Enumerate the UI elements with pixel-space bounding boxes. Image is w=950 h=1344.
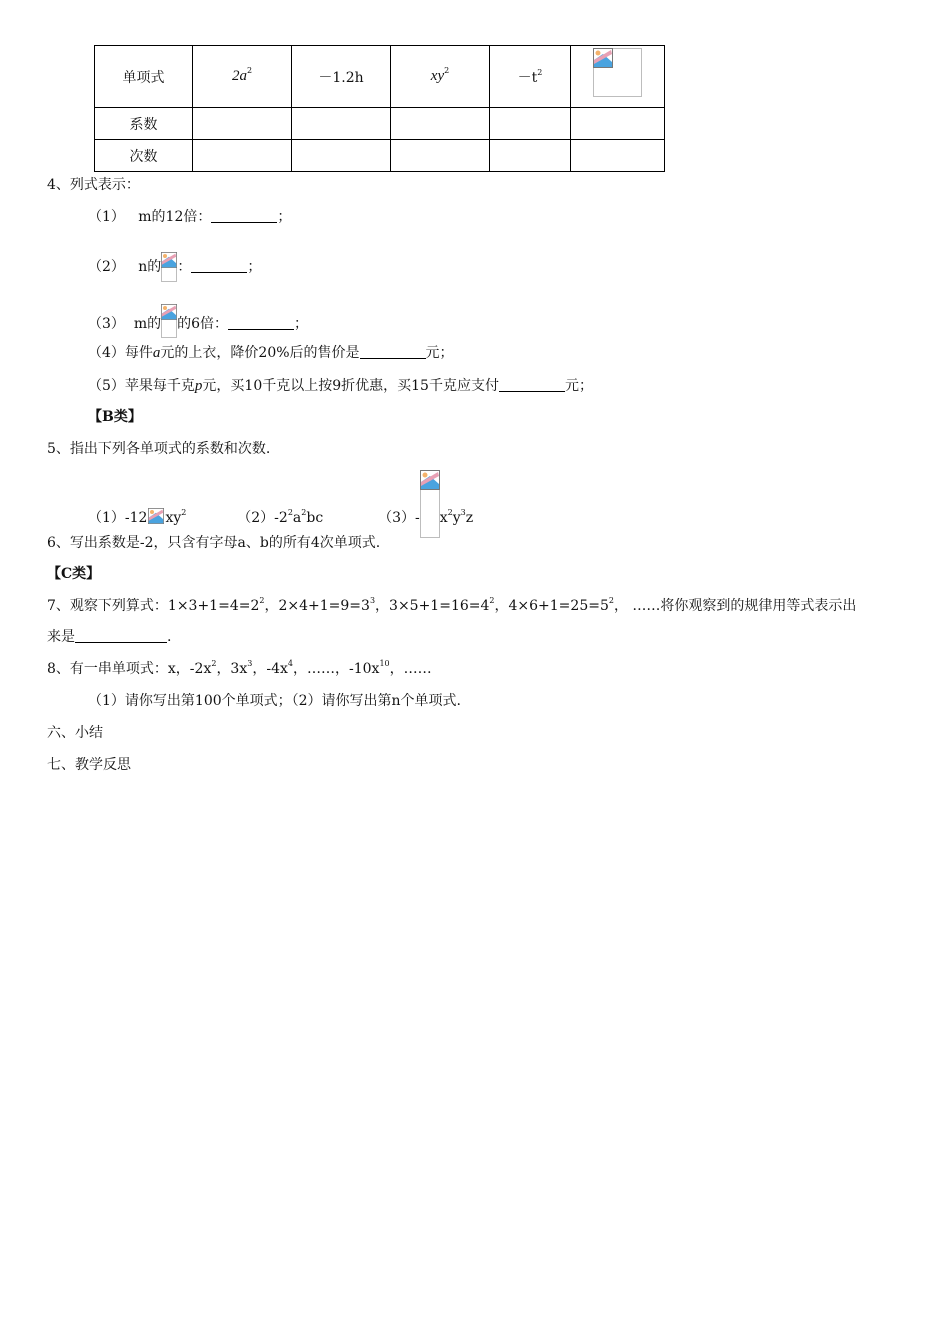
question-4-item-3: （3） m的 的6倍： ； [88, 304, 308, 338]
table-cell: －1.2h [292, 46, 391, 108]
table-row-label: 系数 [95, 108, 193, 140]
question-5-item-1: （1）-12 $xy^2$ [88, 508, 187, 526]
table-row [95, 140, 665, 172]
broken-image-icon [420, 486, 440, 538]
question-7-line-1: 7、观察下列算式：$1\times 3+1=4=2^2$，$2\times 4+1=9=3^3$，$3\times 5+1=16=4^2$，$4\times 6+1=25=5^2$， ……将你观察到的规律用等式表示出 [47, 596, 857, 614]
question-4-item-2: （2） n的 ： ； [88, 252, 261, 282]
question-8-title: 8、有一串单项式：x，$-2x^2$，$3x^3$，$-4x^4$，……，$-10x^{10}$，…… [47, 659, 432, 677]
broken-image-icon [593, 48, 641, 96]
question-4-title: 4、列式表示： [47, 177, 140, 193]
question-5-title: 5、指出下列各单项式的系数和次数. [47, 441, 271, 457]
question-5-item-3: （3）- $x^2y^3z$ [378, 510, 473, 526]
question-4-item-1: （1） m的12倍： ； [88, 209, 292, 225]
table-cell: $-t^2$ [490, 46, 571, 108]
table-row [95, 108, 665, 140]
question-7-line-2: 来是 . [47, 629, 172, 645]
section-c-label: 【C类】 [47, 566, 101, 582]
section-b-label: 【B类】 [88, 409, 142, 425]
question-4-item-5: （5）苹果每千克p元，买10千克以上按9折优惠，买15千克应支付 元； [88, 378, 593, 394]
section-6-heading: 六、小结 [47, 725, 103, 741]
broken-image-icon [161, 304, 177, 338]
question-5-item-2: $(2)-2^2a^2bc$ [237, 508, 324, 526]
question-5-items [88, 486, 473, 538]
table-cell [571, 46, 665, 108]
table-cell: $2a^2$ [193, 46, 292, 108]
question-8-subitems: （1）请你写出第100个单项式；（2）请你写出第n个单项式. [88, 693, 462, 709]
question-4-item-4: （4）每件a元的上衣，降价20%后的售价是 元； [88, 345, 454, 361]
table-row-label: 次数 [95, 140, 193, 172]
broken-image-icon [147, 508, 165, 524]
broken-image-icon [161, 252, 177, 282]
question-6: 6、写出系数是-2，只含有字母a、b的所有4次单项式. [47, 535, 381, 551]
table-cell: $xy^2$ [391, 46, 490, 108]
table-row [95, 46, 665, 108]
table-header-label: 单项式 [95, 46, 193, 108]
section-7-heading: 七、教学反思 [47, 757, 131, 773]
monomial-table [94, 45, 665, 172]
